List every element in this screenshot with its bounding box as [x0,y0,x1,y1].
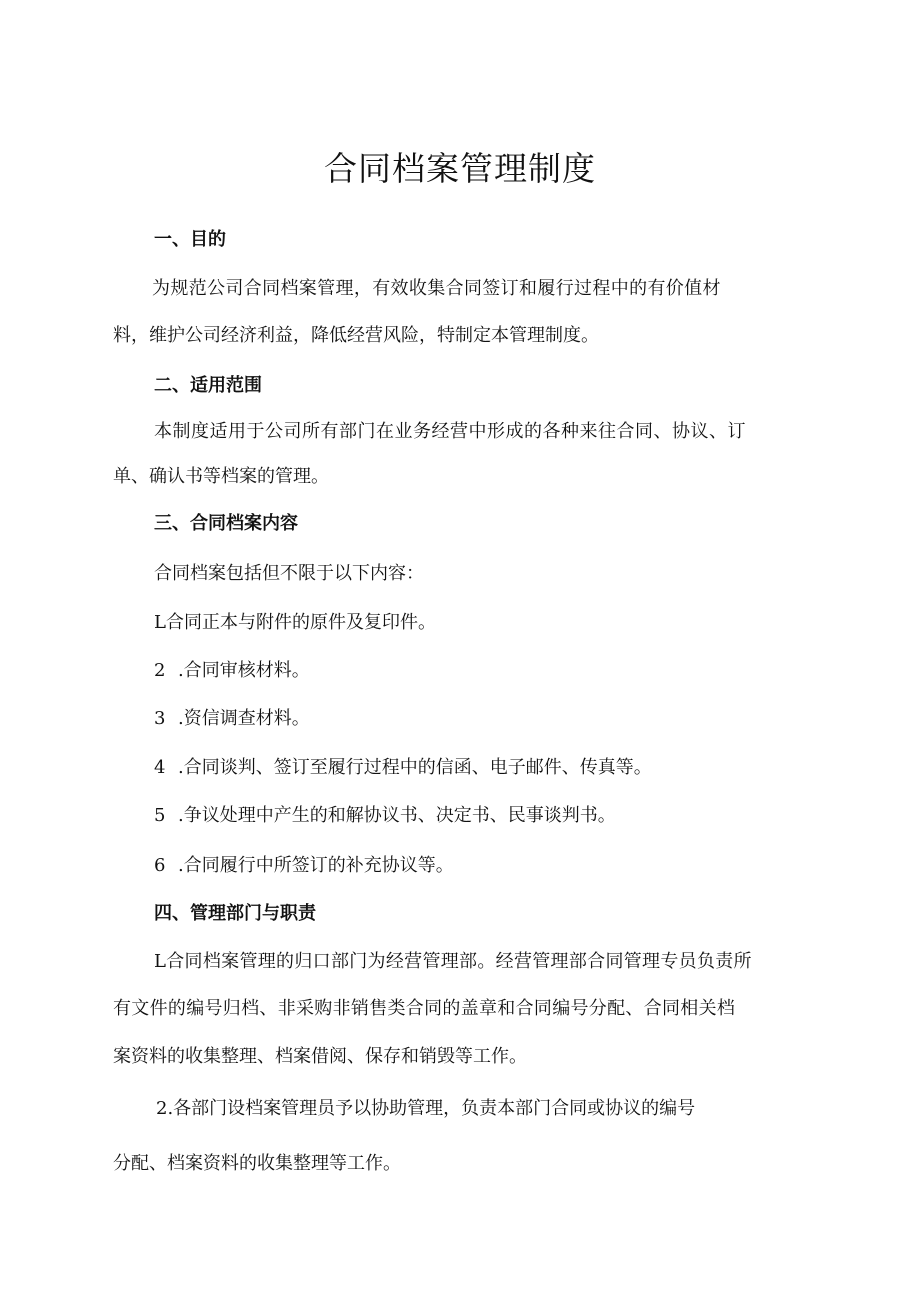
section-heading-scope: 二、适用范围 [154,375,262,396]
paragraph-line: 2.各部门设档案管理员予以协助管理，负责本部门合同或协议的编号 [156,1098,696,1119]
list-item: 3 .资信调查材料。 [154,708,310,729]
list-item: 2 .合同审核材料。 [154,660,310,681]
paragraph-line: 料，维护公司经济利益，降低经营风险，特制定本管理制度。 [113,325,599,346]
section-heading-content: 三、合同档案内容 [154,513,298,534]
section-heading-purpose: 一、目的 [154,229,226,250]
paragraph-line: 本制度适用于公司所有部门在业务经营中形成的各种来往合同、协议、订 [154,421,746,442]
list-item: 5 .争议处理中产生的和解协议书、决定书、民事谈判书。 [154,805,616,826]
list-item: 6 .合同履行中所签订的补充协议等。 [154,855,454,876]
paragraph-line: 有文件的编号归档、非采购非销售类合同的盖章和合同编号分配、合同相关档 [113,998,736,1019]
section-heading-management: 四、管理部门与职责 [154,903,316,924]
page-title: 合同档案管理制度 [324,149,596,189]
content-intro: 合同档案包括但不限于以下内容： [154,563,424,584]
paragraph-line: 案资料的收集整理、档案借阅、保存和销毁等工作。 [113,1046,527,1067]
paragraph-line: 单、确认书等档案的管理。 [113,466,329,487]
list-item: 4 .合同谈判、签订至履行过程中的信函、电子邮件、传真等。 [154,757,652,778]
paragraph-line: 为规范公司合同档案管理，有效收集合同签订和履行过程中的有价值材 [152,278,721,299]
list-item: L合同正本与附件的原件及复印件。 [154,612,436,633]
paragraph-line: L合同档案管理的归口部门为经营管理部。经营管理部合同管理专员负责所 [154,951,752,972]
paragraph-line: 分配、档案资料的收集整理等工作。 [113,1153,401,1174]
